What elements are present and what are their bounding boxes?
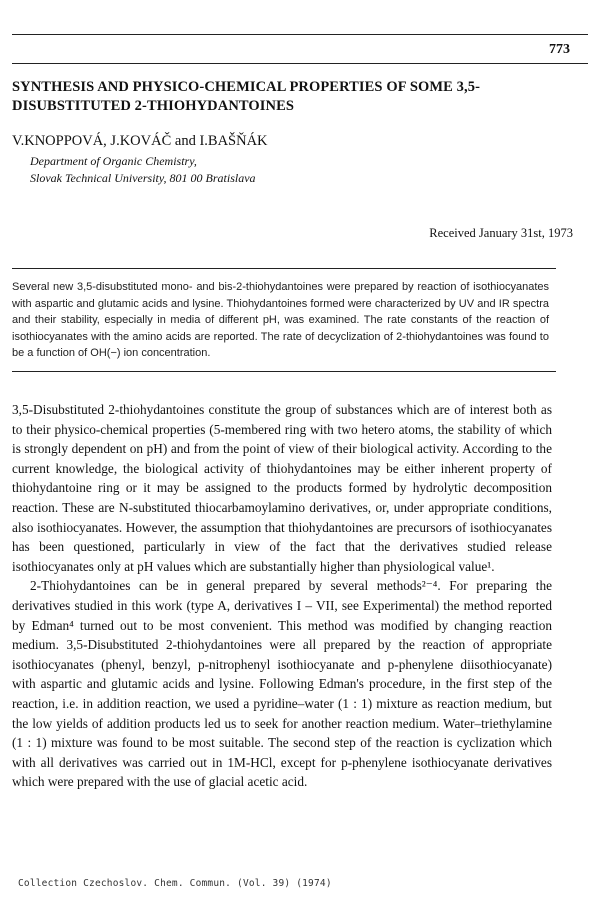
header-rule (12, 63, 588, 64)
authors: V.KNOPPOVÁ, J.KOVÁČ and I.BAŠŇÁK (12, 133, 268, 149)
abstract: Several new 3,5-disubstituted mono- and bis-2-thiohydantoines were prepared by reaction of isothiocyanates with aspartic and glutamic acids and lysine. Thiohydantoines formed were characterized by UV and IR spectra and their stability, especially in media of different pH, was examined. The rate constants of the reaction of isothiocyanates with the amino acids are reported. The rate of decyclization of 2-thiohydantoines was found to be a function of OH(−) ion concentration. (12, 281, 549, 359)
journal-footer: Collection Czechoslov. Chem. Commun. (Vol. 39) (1974) (18, 878, 332, 889)
body-paragraph-1: 3,5-Disubstituted 2-thiohydantoines constitute the group of substances which are of interest both as to their physico-chemical properties (5-membered ring with two hetero atoms, the stability of which is strongly dependent on pH) and from the point of view of their biological activity. According to the current knowledge, the biological activity of thiohydantoines may be either inherent property of thiohydantoine ring or it may be assigned to the products formed by hydrolytic decomposition reaction. These are N-substituted thiocarbamoylamino derivatives, or, under appropriate conditions, also isothiocyanates. However, the assumption that thiohydantoines are precursors of isothiocyanates has been questioned, particularly in view of the fact that the derivatives studied release isothiocyanates only at pH values which are substantially higher than physiological value¹. (12, 402, 552, 574)
abstract-bottom-rule (12, 371, 556, 372)
page-number: 773 (549, 42, 570, 57)
received-date: Received January 31st, 1973 (429, 226, 573, 240)
affiliation (30, 153, 256, 187)
article-title: SYNTHESIS AND PHYSICO-CHEMICAL PROPERTIES OF SOME 3,5-DISUBSTITUTED 2-THIOHYDANTOINES (12, 79, 481, 114)
body-paragraph-2: 2-Thiohydantoines can be in general prepared by several methods²⁻⁴. For preparing the derivatives studied in this work (type A, derivatives I – VII, see Experimental) the method reported by Edman⁴ turned out to be most convenient. This method was modified by changing reaction medium. 3,5-Disubstituted 2-thiohydantoines were all prepared by the reaction of appropriate isothiocyanates (phenyl, benzyl, p-nitrophenyl isothiocyanate and p-phenylene diisothiocyanate) with aspartic and glutamic acids and lysine. Following Edman's procedure, in the first step of the reaction, i.e. in addition reaction, we used a pyridine–water (1 : 1) mixture as reaction medium, but the low yields of addition products led us to seek for another reaction medium. Water–triethylamine (1 : 1) mixture was found to be most suitable. The second step of the reaction is cyclization which with all derivatives was carried out in 1M-HCl, except for p-phenylene isothiocyanate derivatives which were prepared with the use of glacial acetic acid. (12, 578, 552, 790)
affiliation-line-2: Slovak Technical University, 801 00 Bratislava (30, 171, 256, 185)
article-body (12, 400, 552, 792)
top-rule (12, 34, 588, 35)
abstract-top-rule (12, 268, 556, 269)
affiliation-line-1: Department of Organic Chemistry, (30, 154, 197, 168)
